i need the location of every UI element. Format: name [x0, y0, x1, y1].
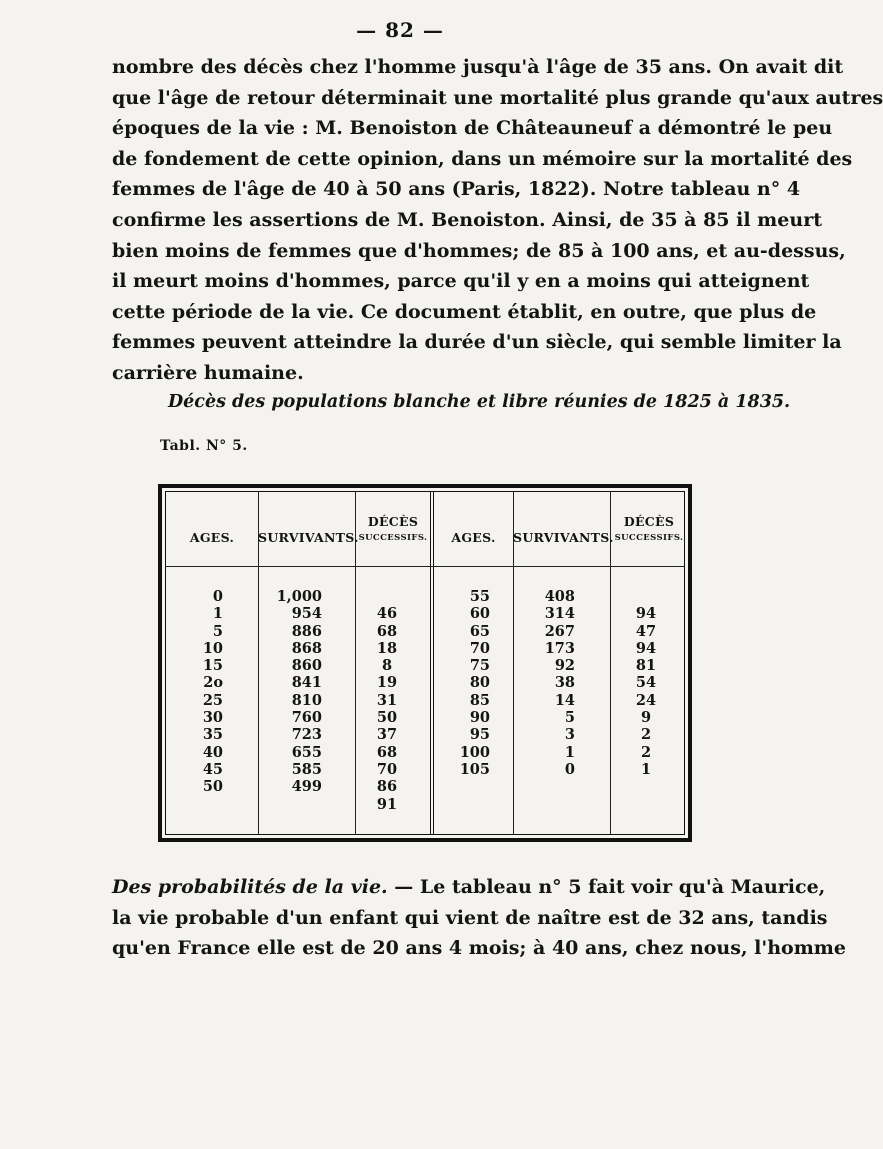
text-line: [112, 872, 826, 903]
table-cell: 0: [564, 760, 575, 778]
table-cell: 45: [202, 760, 223, 778]
column-ages-right: [434, 588, 490, 778]
table-cell: 886: [291, 622, 322, 640]
table-cell: 14: [554, 691, 575, 709]
table-cell: 70: [376, 760, 398, 778]
table-cell: 8: [381, 657, 393, 675]
table-cell: 80: [469, 674, 490, 692]
column-ages-left: [166, 588, 223, 796]
table-cell: [356, 588, 418, 605]
table-cell: 267: [544, 622, 575, 640]
table-cell: 100: [459, 743, 490, 761]
table-cell: 94: [635, 639, 657, 657]
table-cell: 954: [291, 605, 322, 623]
table-cell: 75: [469, 657, 490, 675]
table-cell: 91: [376, 795, 398, 813]
table-cell: 9: [640, 709, 652, 727]
table-cell: 2: [640, 743, 652, 761]
table-cell: 90: [469, 709, 490, 727]
table-caption: Décès des populations blanche et libre réunies de 1825 à 1835.: [168, 392, 791, 412]
text-line: carrière humaine.: [112, 361, 304, 384]
paragraph-probabilites: [112, 872, 846, 964]
paragraph-body: [112, 52, 883, 389]
text-line: bien moins de femmes que d'hommes; de 85 à 100 ans, et au-dessus,: [112, 239, 846, 262]
table-cell: 314: [544, 605, 575, 623]
table-cell: 723: [291, 726, 322, 744]
column-deces-left: [356, 588, 418, 813]
section-title: Des probabilités de la vie.: [112, 876, 388, 898]
header-survivants-right: SURVIVANTS.: [513, 530, 614, 545]
table-cell: 46: [376, 605, 398, 623]
text-line: qu'en France elle est de 20 ans 4 mois; à 40 ans, chez nous, l'homme: [112, 937, 846, 960]
table-cell: 65: [469, 622, 490, 640]
table-cell: 54: [635, 674, 657, 692]
table-cell: 35: [202, 726, 223, 744]
table-cell: 760: [291, 709, 322, 727]
header-deces-label: DÉCÈS: [367, 514, 419, 529]
table-cell: 0: [212, 588, 223, 605]
table-cell: 2: [640, 726, 652, 744]
table-cell: 1,000: [276, 588, 322, 605]
text-line: époques de la vie : M. Benoiston de Châteauneuf a démontré le peu: [112, 117, 833, 140]
column-survivants-left: [258, 588, 322, 796]
table-cell: 1: [212, 605, 223, 623]
table-cell: 55: [469, 588, 490, 605]
table-cell: 105: [459, 760, 490, 778]
table-cell: 50: [202, 778, 223, 796]
table-cell: 655: [291, 743, 322, 761]
table-cell: 173: [544, 639, 575, 657]
header-ages-right: AGES.: [451, 530, 496, 545]
table-cell: 860: [291, 657, 322, 675]
table-cell: 5: [212, 622, 223, 640]
table-cell: 68: [376, 743, 398, 761]
table-cell: 50: [376, 709, 398, 727]
table-cell: 25: [202, 691, 223, 709]
header-deces-right: [611, 514, 687, 543]
table-cell: 30: [202, 709, 223, 727]
table-cell: 841: [291, 674, 322, 692]
text-line: de fondement de cette opinion, dans un mémoire sur la mortalité des: [112, 147, 853, 170]
table-cell: 86: [376, 778, 398, 796]
header-deces-left: [356, 514, 430, 543]
text-line-rest: — Le tableau n° 5 fait voir qu'à Maurice,: [387, 876, 826, 898]
column-deces-right: [611, 588, 681, 778]
text-line: femmes de l'âge de 40 à 50 ans (Paris, 1822). Notre tableau n° 4: [112, 178, 801, 201]
table-cell: 24: [635, 691, 657, 709]
table-cell: 31: [376, 691, 398, 709]
table-cell: 81: [635, 657, 657, 675]
table-cell: 38: [554, 674, 575, 692]
table-cell: 810: [291, 691, 322, 709]
table-cell: 68: [376, 622, 398, 640]
table-cell: 408: [544, 588, 575, 605]
table-cell: 47: [635, 622, 657, 640]
table-cell: 1: [640, 760, 652, 778]
text-line: confirme les assertions de M. Benoiston. Ainsi, de 35 à 85 il meurt: [112, 208, 822, 231]
table-label: Tabl. N° 5.: [160, 438, 248, 454]
text-line: cette période de la vie. Ce document établit, en outre, que plus de: [112, 300, 817, 323]
page-number: — 82 —: [356, 18, 444, 42]
table-cell: 95: [469, 726, 490, 744]
mortality-table: [158, 484, 692, 842]
table-cell: 19: [376, 674, 398, 692]
text-line: il meurt moins d'hommes, parce qu'il y en a moins qui atteignent: [112, 270, 810, 293]
column-survivants-right: [513, 588, 575, 778]
table-cell: 94: [635, 605, 657, 623]
table-cell: 1: [564, 743, 575, 761]
table-cell: 60: [469, 605, 490, 623]
table-cell: [611, 588, 681, 605]
table-cell: 3: [564, 726, 575, 744]
header-survivants-left: SURVIVANTS.: [258, 530, 359, 545]
table-cell: 10: [202, 639, 223, 657]
header-rule: [166, 566, 684, 567]
header-deces-sub: SUCCESSIFS.: [614, 533, 684, 543]
text-line: nombre des décès chez l'homme jusqu'à l'âge de 35 ans. On avait dit: [112, 56, 844, 78]
text-line: que l'âge de retour déterminait une mortalité plus grande qu'aux autres: [112, 86, 883, 109]
header-ages-left: AGES.: [189, 530, 235, 545]
table-cell: 15: [202, 657, 223, 675]
table-cell: 868: [291, 639, 322, 657]
header-deces-label: DÉCÈS: [623, 514, 675, 529]
table-inner-frame: [165, 491, 685, 835]
table-cell: 585: [291, 760, 322, 778]
table-cell: 37: [376, 726, 398, 744]
header-deces-sub: SUCCESSIFS.: [358, 533, 428, 543]
text-line: femmes peuvent atteindre la durée d'un siècle, qui semble limiter la: [112, 331, 842, 354]
table-cell: 18: [376, 639, 398, 657]
table-cell: 40: [202, 743, 223, 761]
table-cell: 5: [564, 709, 575, 727]
table-cell: 499: [291, 778, 322, 796]
table-cell: 85: [469, 691, 490, 709]
table-cell: 70: [469, 639, 490, 657]
table-cell: 2o: [203, 674, 223, 692]
text-line: la vie probable d'un enfant qui vient de naître est de 32 ans, tandis: [112, 906, 828, 929]
table-cell: 92: [554, 657, 575, 675]
